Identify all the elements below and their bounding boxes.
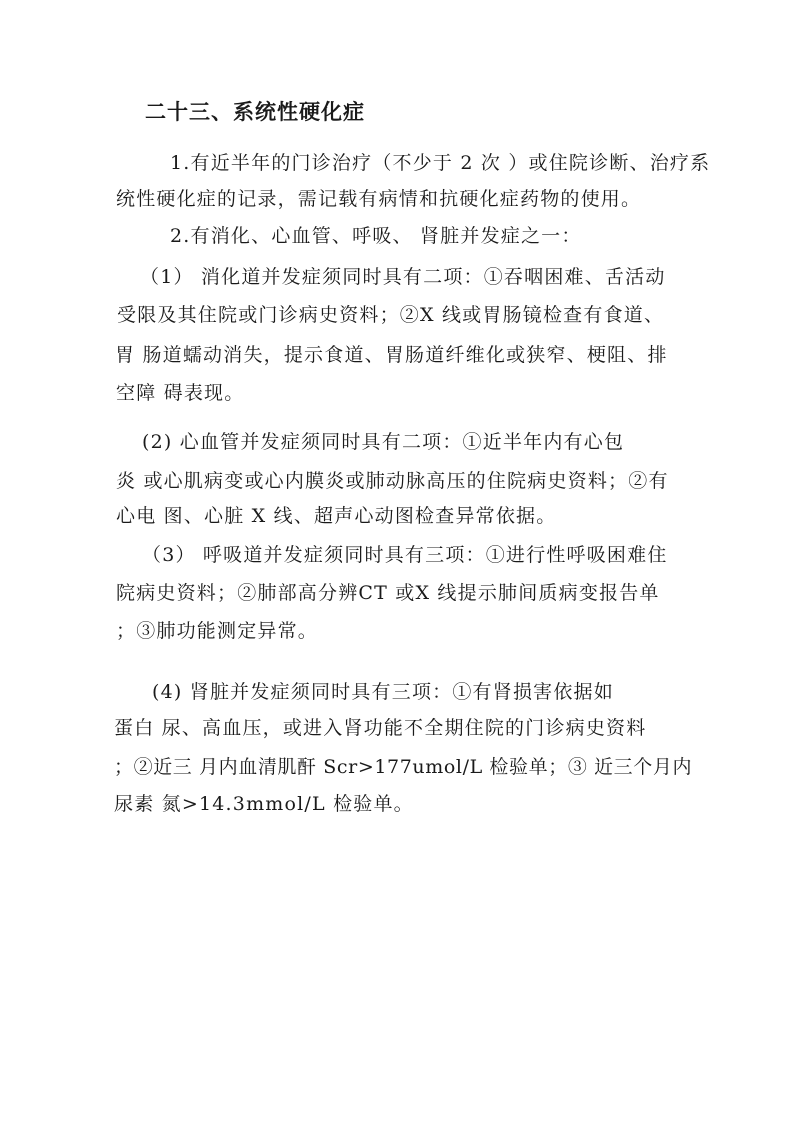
paragraph-1-line-1: 1.有近半年的门诊治疗（不少于 2 次 ）或住院诊断、治疗系 (170, 152, 711, 174)
respiratory-complication-line-3: ；③肺功能测定异常。 (116, 620, 319, 642)
cardiovascular-complication-line-3: 心电 图、心脏 X 线、超声心动图检查异常依据。 (116, 505, 557, 527)
renal-complication-line-4: 尿素 氮>14.3mmol/L 检验单。 (114, 793, 414, 815)
digestive-complication-line-3: 胃 肠道蠕动消失，提示食道、胃肠道纤维化或狭窄、梗阻、排 (115, 344, 668, 366)
respiratory-complication-line-2: 院病史资料；②肺部高分辨CT 或X 线提示肺间质病变报告单 (116, 582, 660, 604)
digestive-complication-line-4: 空障 碍表现。 (116, 382, 245, 404)
paragraph-1-line-2: 统性硬化症的记录，需记载有病情和抗硬化症药物的使用。 (116, 188, 642, 210)
cardiovascular-complication-line-1: (2) 心血管并发症须同时具有二项：①近半年内有心包 (142, 431, 625, 453)
renal-complication-line-1: (4) 肾脏并发症须同时具有三项：①有肾损害依据如 (152, 681, 614, 703)
digestive-complication-line-1: （1） 消化道并发症须同时具有二项：①吞咽困难、舌活动 (140, 266, 666, 288)
section-title: 二十三、系统性硬化症 (145, 99, 365, 124)
renal-complication-line-2: 蛋白 尿、高血压，或进入肾功能不全期住院的门诊病史资料 (114, 717, 647, 739)
renal-complication-line-3: ；②近三 月内血清肌酐 Scr>177umol/L 检验单；③ 近三个月内 (114, 756, 693, 778)
cardiovascular-complication-line-2: 炎 或心肌病变或心内膜炎或肺动脉高压的住院病史资料；②有 (116, 470, 669, 492)
paragraph-2-line-1: 2.有消化、心血管、呼吸、 肾脏并发症之一： (170, 225, 582, 247)
digestive-complication-line-2: 受限及其住院或门诊病史资料；②X 线或胃肠镜检查有食道、 (117, 304, 665, 326)
respiratory-complication-line-1: （3） 呼吸道并发症须同时具有三项：①进行性呼吸困难住 (142, 544, 668, 566)
